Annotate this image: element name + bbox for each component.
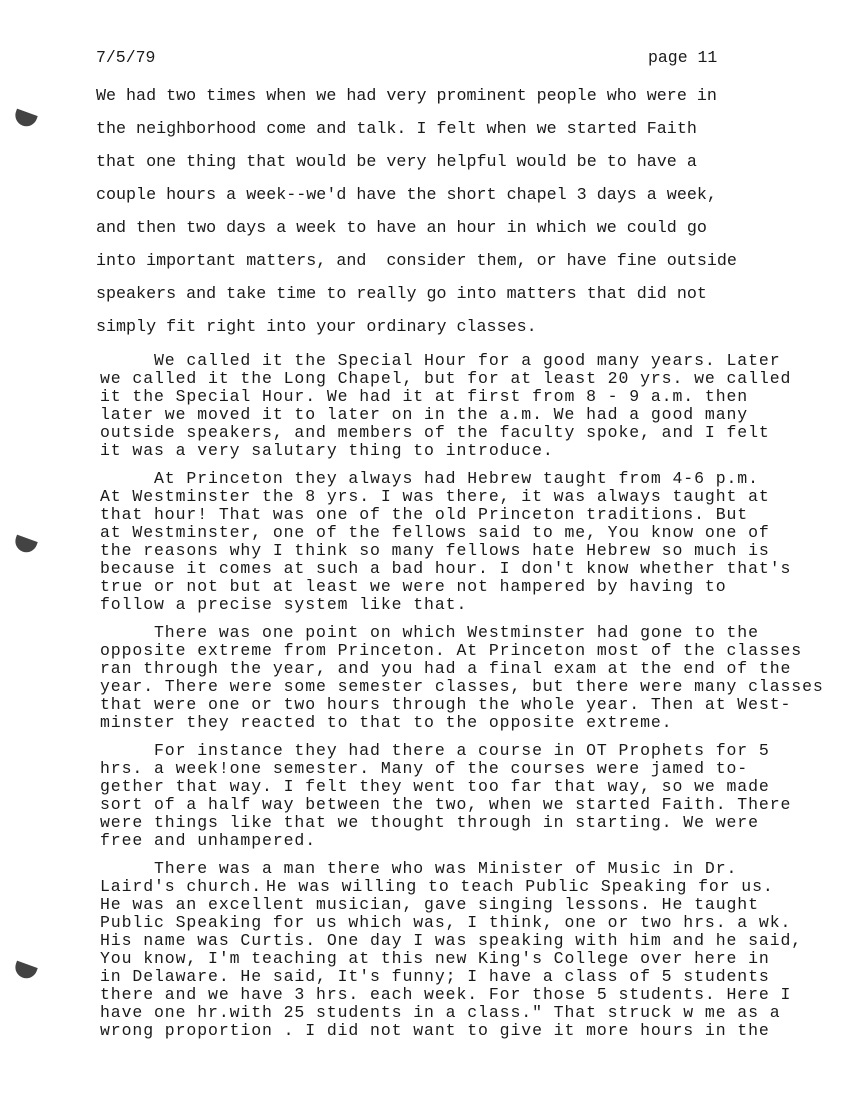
text-line: He was an excellent musician, gave singing lessons. He taught [100,895,759,914]
text-line: free and unhampered. [100,831,317,850]
text-line: in Delaware. He said, It's funny; I have a class of 5 students [100,967,770,986]
text-line: it the Special Hour. We had it at first from 8 - 9 a.m. then [100,387,749,406]
text-line: At Princeton they always had Hebrew taught from 4-6 p.m. [100,469,759,488]
text-line: There was one point on which Westminster had gone to the [100,623,759,642]
text-line: We called it the Special Hour for a good many years. Later [100,351,781,370]
page-date: 7/5/79 [96,48,156,67]
text-line: For instance they had there a course in OT Prophets for 5 [100,741,770,760]
text-line: into important matters, and consider them, or have fine outside [96,252,737,271]
text-line: opposite extreme from Princeton. At Princeton most of the classes [100,641,803,660]
paragraph-5 [100,742,791,850]
text-line: that hour! That was one of the old Princeton traditions. But [100,505,749,524]
paragraph-4 [100,624,824,732]
text-line: At Westminster the 8 yrs. I was there, it was always taught at [100,487,770,506]
paragraph-6-first-line: There was a man there who was Minister of Music in Dr. [100,859,738,878]
paragraph-6-second-line: He was willing to teach Public Speaking for us. [266,877,774,896]
text-line: minster they reacted to that to the opposite extreme. [100,713,673,732]
text-line: gether that way. I felt they went too far that way, so we made [100,777,770,796]
text-line: there and we have 3 hrs. each week. For those 5 students. Here I [100,985,792,1004]
text-line: the reasons why I think so many fellows hate Hebrew so much is [100,541,770,560]
text-line: We had two times when we had very prominent people who were in [96,87,717,106]
paragraph-6-laird-text: Laird's church. [100,877,263,896]
text-line: ran through the year, and you had a final exam at the end of the [100,659,792,678]
text-line: were things like that we thought through in starting. We were [100,813,759,832]
paragraph-1 [96,80,737,344]
text-line: His name was Curtis. One day I was speaking with him and he said, [100,931,803,950]
text-line: outside speakers, and members of the faculty spoke, and I felt [100,423,770,442]
text-line: that one thing that would be very helpful would be to have a [96,153,697,172]
text-line: Public Speaking for us which was, I think, one or two hrs. a wk. [100,913,792,932]
paragraph-2 [100,352,791,460]
text-line: sort of a half way between the two, when we started Faith. There [100,795,792,814]
text-line: at Westminster, one of the fellows said to me, You know one of [100,523,770,542]
text-line: You know, I'm teaching at this new King's College over here in [100,949,770,968]
text-line: true or not but at least we were not hampered by having to [100,577,727,596]
text-line: year. There were some semester classes, but there were many classes [100,677,824,696]
punch-hole-mark [12,535,37,556]
text-line: simply fit right into your ordinary classes. [96,318,537,337]
text-line: couple hours a week--we'd have the short chapel 3 days a week, [96,186,717,205]
text-line: because it comes at such a bad hour. I don't know whether that's [100,559,792,578]
punch-hole-mark [12,961,37,982]
text-line: have one hr.with 25 students in a class." That struck w me as a [100,1003,781,1022]
paragraph-6 [100,896,802,1040]
text-line: later we moved it to later on in the a.m. We had a good many [100,405,749,424]
text-line: it was a very salutary thing to introduce. [100,441,554,460]
punch-hole-mark [12,109,37,130]
text-line: that were one or two hours through the whole year. Then at West- [100,695,792,714]
text-line: we called it the Long Chapel, but for at least 20 yrs. we called [100,369,792,388]
text-line: hrs. a week!one semester. Many of the courses were jamed to- [100,759,749,778]
text-line: and then two days a week to have an hour in which we could go [96,219,707,238]
text-line: wrong proportion . I did not want to give it more hours in the [100,1021,770,1040]
text-line: the neighborhood come and talk. I felt when we started Faith [96,120,697,139]
text-line: speakers and take time to really go into matters that did not [96,285,707,304]
paragraph-3 [100,470,791,614]
page-number: page 11 [648,48,718,67]
text-line: follow a precise system like that. [100,595,468,614]
